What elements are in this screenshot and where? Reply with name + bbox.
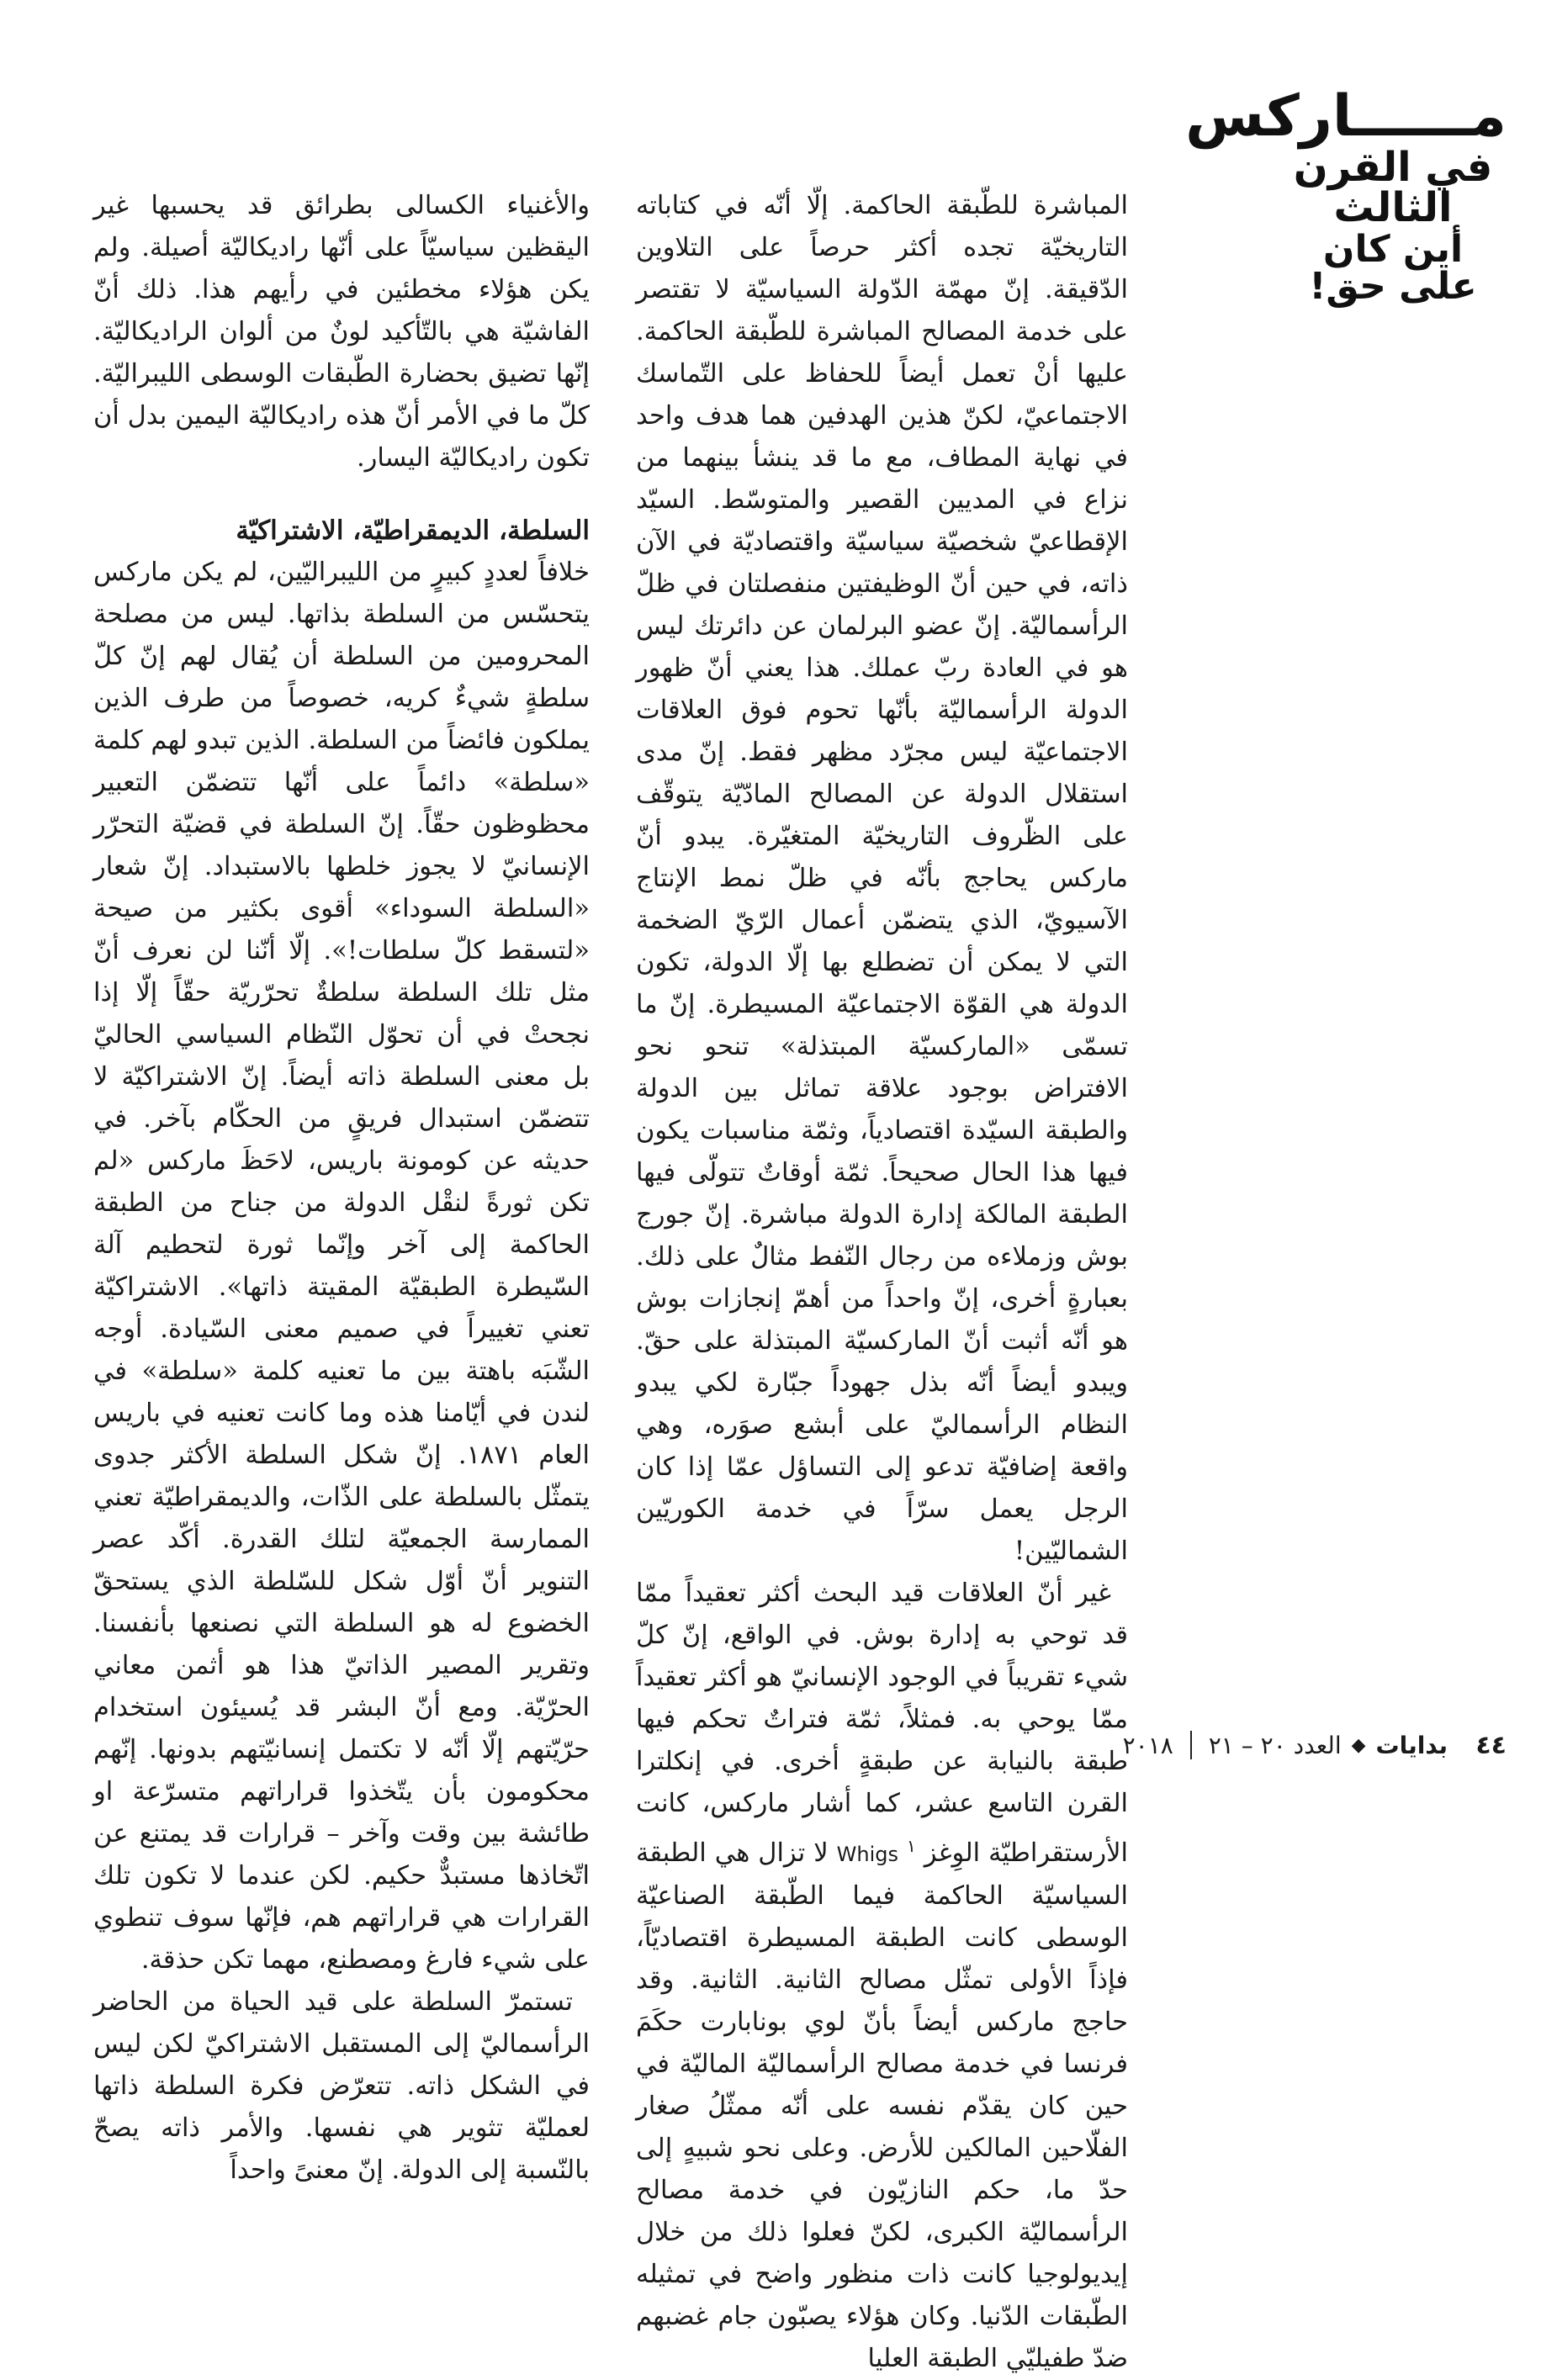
body-paragraph: تستمرّ السلطة على قيد الحياة من الحاضر الرأسماليّ إلى المستقبل الاشتراكيّ لكن ليس في الشكل ذاته. تتعرّض فكرة السلطة ذاتها لعمليّة تثوير هي نفسها. والأمر ذاته يصحّ بالنّسبة إلى الدولة. إنّ معنىً واحداً bbox=[93, 1987, 590, 2185]
body-paragraph bbox=[636, 1573, 1128, 2380]
diamond-icon: ◆ bbox=[1351, 1734, 1366, 1756]
footer-divider bbox=[1190, 1731, 1192, 1759]
issue-info bbox=[1123, 1731, 1448, 1759]
latin-term: Whigs bbox=[836, 1843, 898, 1867]
body-paragraph: والأغنياء الكسالى بطرائق قد يحسبها غير اليقظين سياسيّاً على أنّها راديكاليّة أصيلة. ولم يكن هؤلاء مخطئين في رأيهم هذا. ذلك أنّ الفاشيّة هي بالتّأكيد لونٌ من ألوان الراديكاليّة. إنّها تضيق بحضارة الطّبقات الوسطى الليبراليّة. كلّ ما في الأمر أنّ هذه راديكاليّة اليمين بدل أن تكون راديكاليّة اليسار. bbox=[93, 191, 590, 473]
issue-label: العدد ٢٠ – ٢١ bbox=[1208, 1731, 1342, 1759]
body-paragraph: خلافاً لعددٍ كبيرٍ من الليبراليّين، لم يكن ماركس يتحسّس من السلطة بذاتها. ليس من مصلحة المحرومين من السلطة أن يُقال لهم إنّ كلّ سلطةٍ شيءٌ كريه، خصوصاً من طرف الذين يملكون فائضاً من السلطة. الذين تبدو لهم كلمة «سلطة» دائماً على أنّها تتضمّن التعبير محظوظون حقّاً. إنّ السلطة في قضيّة التحرّر الإنسانيّ لا يجوز خلطها بالاستبداد. إنّ شعار «السلطة السوداء» أقوى بكثير من صيحة «لتسقط كلّ سلطات!». إلّا أنّنا لن نعرف أنّ مثل تلك السلطة سلطةٌ تحرّريّة حقّاً إلّا إذا نجحتْ في أن تحوّل النّظام السياسي الحاليّ بل معنى السلطة ذاته أيضاً. إنّ الاشتراكيّة لا تتضمّن استبدال فريقٍ من الحكّام بآخر. في حديثه عن كومونة باريس، لاحَظَ ماركس «لم تكن ثورةً لنقْل الدولة من جناح من الطبقة الحاكمة إلى آخر وإنّما ثورة لتحطيم آلة السّيطرة الطبقيّة المقيتة ذاتها». الاشتراكيّة تعني تغييراً في صميم معنى السّيادة. أوجه الشّبَه باهتة بين ما تعنيه كلمة «سلطة» في لندن في أيّامنا هذه وما كانت تعنيه في باريس العام ١٨٧١. إنّ شكل السلطة الأكثر جدوى يتمثّل بالسلطة على الذّات، والديمقراطيّة تعني الممارسة الجمعيّة لتلك القدرة. أكّد عصر التنوير أنّ أوّل شكل للسّلطة الذي يستحقّ الخضوع له هو السلطة التي نصنعها بأنفسنا. وتقرير المصير الذاتيّ هذا هو أثمن معاني الحرّيّة. ومع أنّ البشر قد يُسيئون استخدام حرّيّتهم إلّا أنّه لا تكتمل إنسانيّتهم بدونها. إنّهم محكومون بأن يتّخذوا قراراتهم متسرّعة او طائشة بين وقت وآخر – قرارات قد يمتنع عن اتّخاذها مستبدٌّ حكيم. لكن عندما لا تكون تلك القرارات هي قراراتهم هم، فإنّها سوف تنطوي على شيء فارغ ومصطنع، مهما تكن حذقة. bbox=[93, 558, 590, 1975]
masthead-title: مــــــاركس bbox=[1185, 83, 1507, 150]
body-paragraph: المباشرة للطّبقة الحاكمة. إلّا أنّه في كتاباته التاريخيّة تجده أكثر حرصاً على التلاوين الدّقيقة. إنّ مهمّة الدّولة السياسيّة لا تقتصر على خدمة المصالح المباشرة للطّبقة الحاكمة. عليها أنْ تعمل أيضاً للحفاظ على التّماسك الاجتماعيّ، لكنّ هذين الهدفين هما هدف واحد في نهاية المطاف، مع ما قد ينشأ بينهما من نزاع في المديين القصير والمتوسّط. السيّد الإقطاعيّ شخصيّة سياسيّة واقتصاديّة في الآن ذاته، في حين أنّ الوظيفتين منفصلتان في ظلّ الرأسماليّة. إنّ عضو البرلمان عن دائرتك ليس هو في العادة ربّ عملك. هذا يعني أنّ ظهور الدولة الرأسماليّة بأنّها تحوم فوق العلاقات الاجتماعيّة ليس مجرّد مظهر فقط. إنّ مدى استقلال الدولة عن المصالح المادّيّة يتوقّف على الظّروف التاريخيّة المتغيّرة. يبدو أنّ ماركس يحاجج بأنّه في ظلّ نمط الإنتاج الآسيويّ، الذي يتضمّن أعمال الرّيّ الضخمة التي لا يمكن أن تضطلع بها إلّا الدولة، تكون الدولة هي القوّة الاجتماعيّة المسيطرة. إنّ ما تسمّى «الماركسيّة المبتذلة» تنحو نحو الافتراض بوجود علاقة تماثل بين الدولة والطبقة السيّدة اقتصادياً، وثمّة مناسبات يكون فيها هذا الحال صحيحاً. ثمّة أوقاتٌ تتولّى فيها الطبقة المالكة إدارة الدولة مباشرة. إنّ جورج بوش وزملاءه من رجال النّفط مثالٌ على ذلك. بعبارةٍ أخرى، إنّ واحداً من أهمّ إنجازات بوش هو أنّه أثبت أنّ الماركسيّة المبتذلة على حقّ. ويبدو أيضاً أنّه بذل جهوداً جبّارة لكي يبدو النظام الرأسماليّ على أبشع صوَره، وهي واقعة إضافيّة تدعو إلى التساؤل عمّا إذا كان الرجل يعمل سرّاً في خدمة الكوريّين الشماليّين! bbox=[636, 191, 1128, 1566]
series-masthead bbox=[1185, 83, 1507, 308]
masthead-subtitle-line1: في القرن الثالث bbox=[1293, 144, 1493, 231]
masthead-subtitle-line2: أين كان على حق! bbox=[1309, 228, 1477, 308]
article-column-right bbox=[636, 185, 1129, 2374]
footnote-marker[interactable]: ١ bbox=[907, 1836, 916, 1856]
body-text: غير أنّ العلاقات قيد البحث أكثر تعقيداً ممّا قد توحي به إدارة بوش. في الواقع، إنّ كلّ شيء تقريباً في الوجود الإنسانيّ هو أكثر تعقيداً ممّا يوحي به. فمثلاً، ثمّة فتراتٌ تحكم فيها طبقة بالنيابة عن طبقةٍ أخرى. في إنكلترا القرن التاسع عشر، كما أشار ماركس، كانت الأرستقراطيّة الوِغز bbox=[636, 1579, 1129, 1869]
journal-name: بدايات bbox=[1375, 1731, 1448, 1759]
body-text: لا تزال هي الطبقة السياسيّة الحاكمة فيما الطّبقة الصناعيّة الوسطى كانت الطبقة المسيطرة اقتصاديّاً، فإذاً الأولى تمثّل مصالح الثانية. الثانية. وقد حاجج ماركس أيضاً بأنّ لوي بونابارت حكَمَ فرنسا في خدمة مصالح الرأسماليّة الماليّة في حين كان يقدّم نفسه على أنّه ممثّلُ صغار الفلّاحين المالكين للأرض. وعلى نحو شبيهٍ إلى حدّ ما، حكم النازيّون في خدمة مصالح الرأسماليّة الكبرى، لكنّ فعلوا ذلك من خلال إيديولوجيا كانت ذات منظور واضح في تمثيله الطّبقات الدّنيا. وكان هؤلاء يصبّون جام غضبهم ضدّ طفيليّي الطبقة العليا bbox=[636, 1838, 1128, 2374]
page-number: ٤٤ bbox=[1475, 1731, 1507, 1760]
issue-year: ٢٠١٨ bbox=[1122, 1731, 1173, 1759]
article-column-left bbox=[93, 185, 590, 2185]
section-heading: السلطة، الديمقراطيّة، الاشتراكيّة bbox=[236, 516, 590, 546]
